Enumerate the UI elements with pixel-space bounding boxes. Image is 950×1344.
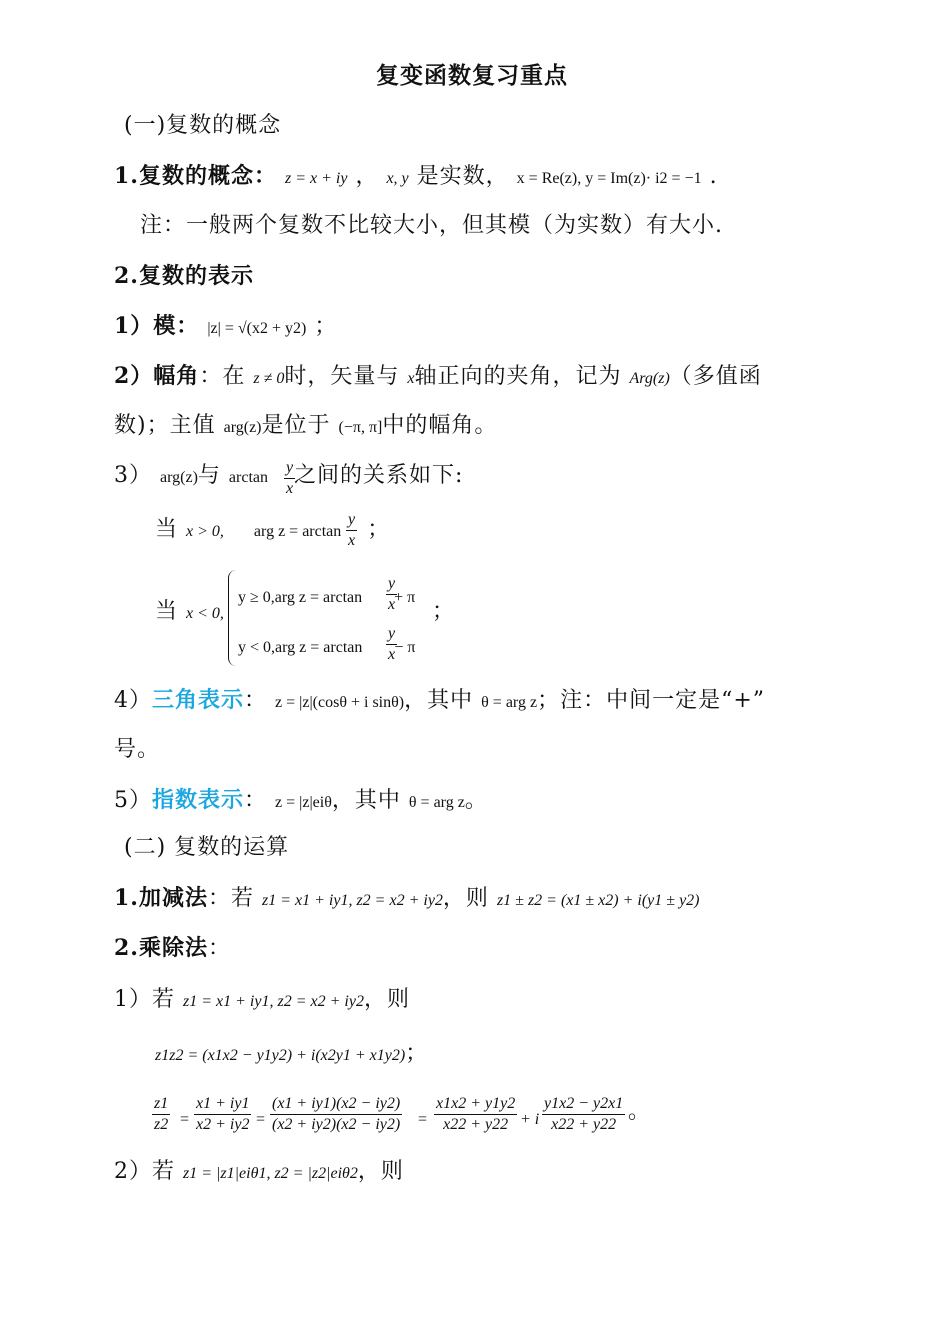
fraction-case2a: $\frac{y}{x}$: [388, 575, 396, 613]
label-trig-form: 三角表示: [152, 687, 245, 713]
line-trig-form: 4）三角表示： z = |z|(cosθ + i sinθ)，其中 θ = arg z；注：中间一定是“+”: [114, 687, 766, 713]
quotient-fraction-3: $\frac{(x1 + iy1)(x2 - iy2)}{(x2 + iy2)(x2 - iy2)}$: [272, 1095, 401, 1133]
line-mul-div: 2.乘除法：: [114, 935, 231, 961]
case-y-nonnegative: y ≥ 0,arg z = arctan + π: [238, 589, 416, 606]
line-principal-value: 数)；主值 arg(z)是位于 (−π, π]中的幅角。: [114, 413, 498, 438]
fraction-y-over-x: $\frac{y}{x}$: [286, 459, 294, 497]
line-argument: 2）幅角：在 z ≠ 0时，矢量与 x轴正向的夹角，记为 Arg(z)（多值函: [114, 363, 762, 389]
section-representation: 2.复数的表示: [114, 263, 254, 289]
line-modulus: 1）模： |z| = √(x2 + y2) ；: [114, 313, 338, 339]
line-product: z1z2 = (x1x2 − y1y2) + i(x2y1 + x1y2)；: [155, 1041, 429, 1066]
quotient-fraction-4: $\frac{x1x2 + y1y2}{x22 + y22}$: [436, 1095, 516, 1133]
quotient-fraction-1: $\frac{z1}{z2}$: [154, 1095, 169, 1133]
formula-xy: x, y: [386, 170, 409, 187]
line-complex-definition: 1.复数的概念： z = x + iy ， x, y 是实数， x = Re(z), y = Im(z)· i2 = −1 .: [114, 163, 718, 189]
formula-exp: z = |z|eiθ: [275, 794, 332, 811]
fraction-case1: $\frac{y}{x}$: [348, 511, 356, 549]
formula-product: z1z2 = (x1x2 − y1y2) + i(x2y1 + x1y2): [155, 1047, 406, 1064]
label-complex-definition: 1.复数的概念：: [114, 163, 277, 189]
line-case-x-negative: 当 x < 0,: [155, 599, 224, 624]
section-heading-operations: (二) 复数的运算: [124, 835, 290, 860]
line-exp-mul-condition: 2）若 z1 = |z1|eiθ1, z2 = |z2|eiθ2，则: [114, 1159, 404, 1184]
quotient-fraction-2: $\frac{x1 + iy1}{x2 + iy2}$: [196, 1095, 250, 1133]
section-heading-concept: (一)复数的概念: [124, 113, 282, 138]
formula-re-im: x = Re(z), y = Im(z)· i2 = −1: [516, 170, 702, 187]
quotient-fraction-5: $\frac{y1x2 - y2x1}{x22 + y22}$: [544, 1095, 624, 1133]
formula-modulus: |z| = √(x2 + y2): [207, 320, 307, 337]
formula-z-definition: z = x + iy: [284, 170, 348, 187]
formula-trig: z = |z|(cosθ + i sinθ): [275, 694, 405, 711]
line-add-sub: 1.加减法：若 z1 = x1 + iy1, z2 = x2 + iy2，则 z1 ± z2 = (x1 ± x2) + i(y1 ± y2): [114, 885, 700, 911]
line-mul-condition: 1）若 z1 = x1 + iy1, z2 = x2 + iy2，则: [114, 987, 410, 1012]
case-y-negative: y < 0,arg z = arctan − π: [238, 639, 416, 656]
fraction-case2b: $\frac{y}{x}$: [388, 625, 396, 663]
note-comparison: 注：一般两个复数不比较大小，但其模（为实数）有大小.: [140, 213, 723, 238]
case-brace: [228, 570, 237, 666]
label-exp-form: 指数表示: [152, 787, 245, 813]
line-arg-arctan: 3） arg(z)与 arctan 之间的关系如下:: [114, 463, 464, 488]
line-case-x-positive: 当 x > 0, arg z = arctan ；: [155, 517, 391, 542]
page-title: 复变函数复习重点: [376, 62, 568, 89]
line-exp-form: 5）指数表示： z = |z|eiθ，其中 θ = arg z。: [114, 787, 488, 813]
